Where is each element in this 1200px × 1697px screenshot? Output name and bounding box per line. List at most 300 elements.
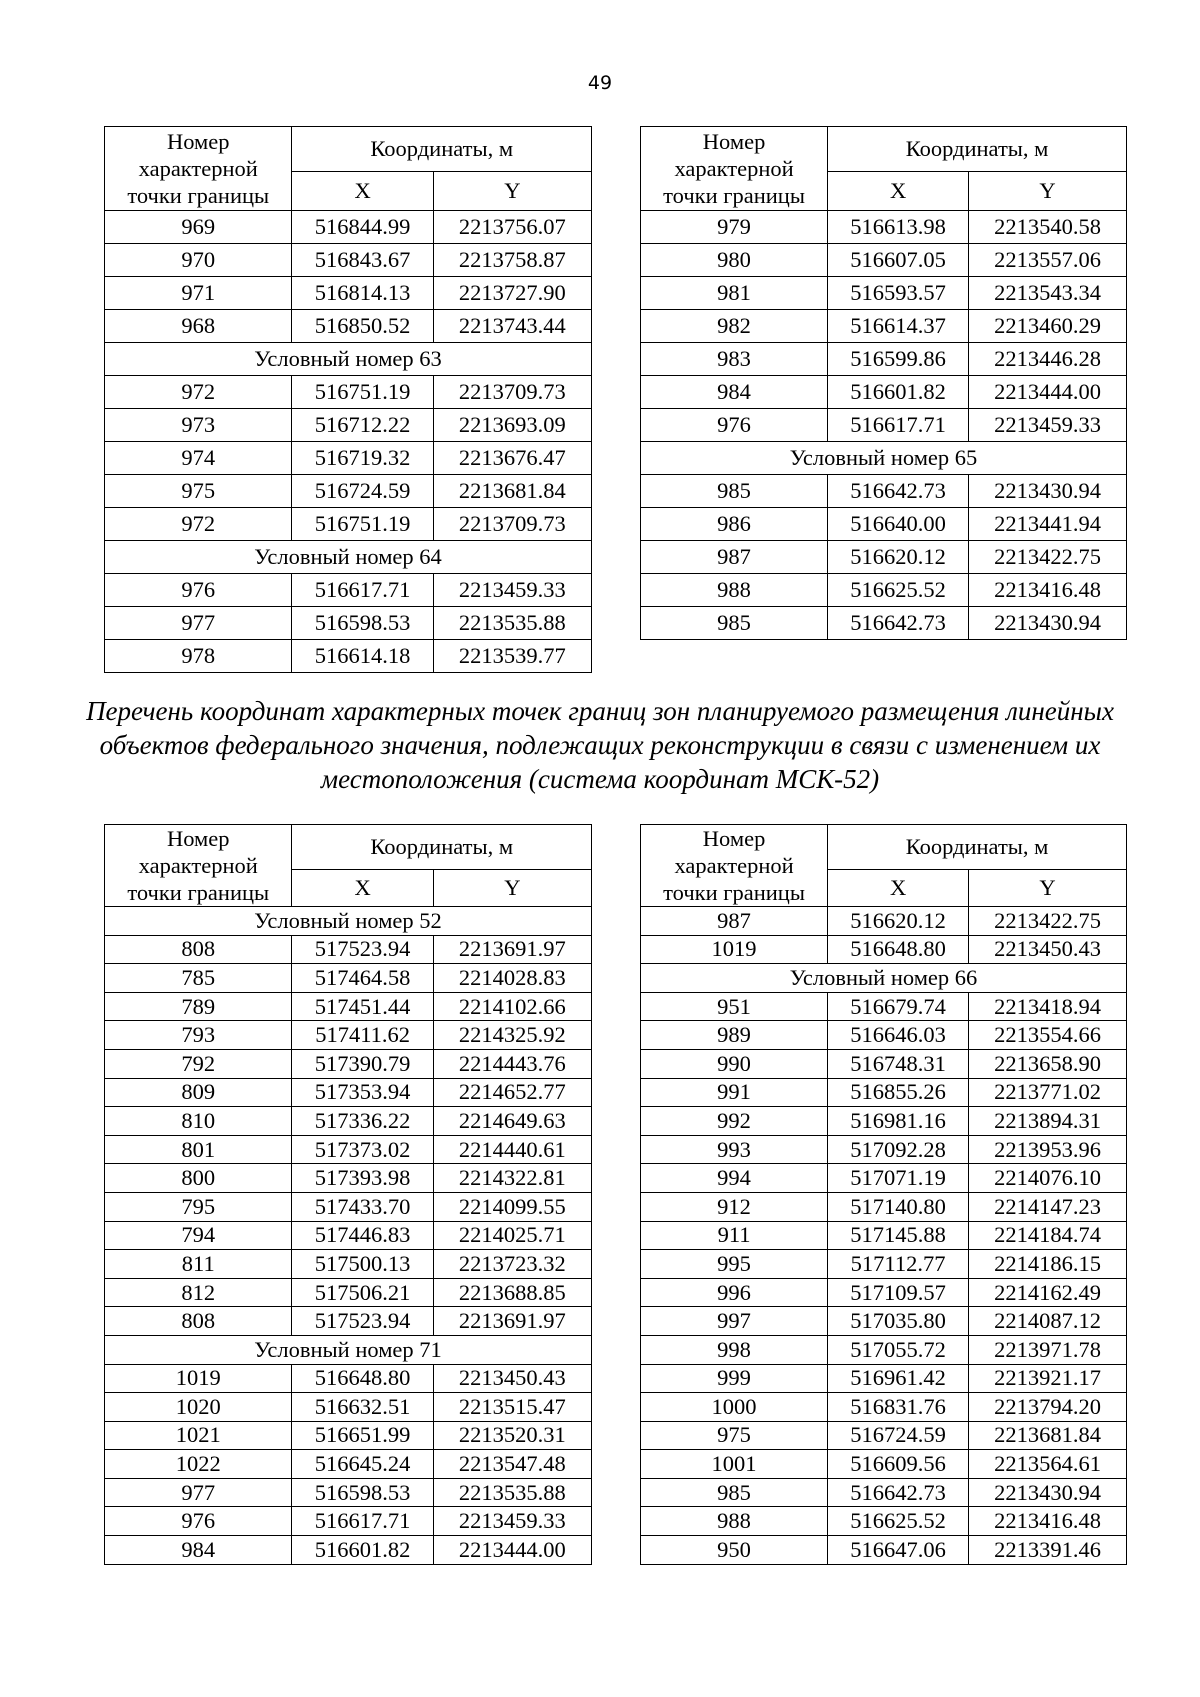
header-row <box>105 825 592 870</box>
table-row <box>105 1164 592 1193</box>
y-cell: 2214652.77 <box>433 1078 591 1107</box>
x-cell: 516620.12 <box>828 541 969 574</box>
group-row <box>105 541 592 574</box>
table-row <box>641 1078 1127 1107</box>
table-row <box>105 1507 592 1536</box>
table-header <box>641 127 1127 211</box>
x-cell: 516642.73 <box>828 1478 969 1507</box>
y-cell: 2213444.00 <box>433 1536 591 1565</box>
point-number-cell: 995 <box>641 1250 828 1279</box>
x-cell: 516648.80 <box>292 1364 433 1393</box>
table-row <box>641 1421 1127 1450</box>
y-cell: 2214162.49 <box>969 1278 1127 1307</box>
y-cell: 2214102.66 <box>433 992 591 1021</box>
y-cell: 2214147.23 <box>969 1192 1127 1221</box>
table-row <box>105 376 592 409</box>
header-row <box>105 127 592 172</box>
x-cell: 517464.58 <box>292 964 433 993</box>
point-number-cell: 785 <box>105 964 292 993</box>
point-number-cell: 975 <box>641 1421 828 1450</box>
x-cell: 516751.19 <box>292 508 433 541</box>
y-cell: 2213894.31 <box>969 1107 1127 1136</box>
table-row <box>105 574 592 607</box>
table-row <box>105 1135 592 1164</box>
point-number-cell: 970 <box>105 244 292 277</box>
point-number-header <box>641 127 828 211</box>
y-cell: 2213681.84 <box>433 475 591 508</box>
table-row <box>641 1021 1127 1050</box>
table-header <box>641 825 1127 907</box>
y-cell: 2213422.75 <box>969 541 1127 574</box>
y-cell: 2213758.87 <box>433 244 591 277</box>
table-row <box>105 1278 592 1307</box>
table-row <box>641 1335 1127 1364</box>
table-row <box>641 211 1127 244</box>
y-cell: 2214186.15 <box>969 1250 1127 1279</box>
y-cell: 2213727.90 <box>433 277 591 310</box>
point-number-cell: 973 <box>105 409 292 442</box>
y-header: Y <box>433 870 591 907</box>
point-number-cell: 951 <box>641 992 828 1021</box>
table-row <box>105 277 592 310</box>
table-row <box>105 244 592 277</box>
x-header: X <box>292 172 433 211</box>
y-cell: 2213450.43 <box>969 935 1127 964</box>
point-number-cell: 812 <box>105 1278 292 1307</box>
x-cell: 516679.74 <box>828 992 969 1021</box>
table-row <box>105 1107 592 1136</box>
point-number-cell: 792 <box>105 1049 292 1078</box>
y-cell: 2213681.84 <box>969 1421 1127 1450</box>
table-row <box>105 442 592 475</box>
x-cell: 516645.24 <box>292 1450 433 1479</box>
x-cell: 516593.57 <box>828 277 969 310</box>
point-number-cell: 991 <box>641 1078 828 1107</box>
point-number-cell: 993 <box>641 1135 828 1164</box>
point-number-cell: 976 <box>641 409 828 442</box>
y-cell: 2213391.46 <box>969 1536 1127 1565</box>
x-cell: 516724.59 <box>292 475 433 508</box>
section-title: Перечень координат характерных точек границ зон планируемого размещения линейных объектов федерального значения, подлежащих реконструкции в связи с изменением их местоположения (система координат МСК-52) <box>86 696 1114 794</box>
group-row <box>641 964 1127 993</box>
table-row <box>105 935 592 964</box>
x-cell: 516831.76 <box>828 1393 969 1422</box>
point-number-cell: 985 <box>641 475 828 508</box>
x-cell: 517140.80 <box>828 1192 969 1221</box>
point-number-cell: 984 <box>641 376 828 409</box>
point-number-cell: 1019 <box>105 1364 292 1393</box>
point-number-cell: 793 <box>105 1021 292 1050</box>
x-cell: 516617.71 <box>828 409 969 442</box>
point-number-header-line: Номер <box>166 129 230 154</box>
y-cell: 2214325.92 <box>433 1021 591 1050</box>
y-cell: 2214076.10 <box>969 1164 1127 1193</box>
y-cell: 2213921.17 <box>969 1364 1127 1393</box>
point-number-cell: 975 <box>105 475 292 508</box>
group-row <box>105 343 592 376</box>
x-cell: 517523.94 <box>292 1307 433 1336</box>
table-row <box>641 1250 1127 1279</box>
y-cell: 2213743.44 <box>433 310 591 343</box>
point-number-cell: 976 <box>105 574 292 607</box>
y-cell: 2214184.74 <box>969 1221 1127 1250</box>
y-cell: 2213441.94 <box>969 508 1127 541</box>
x-cell: 516712.22 <box>292 409 433 442</box>
x-cell: 516843.67 <box>292 244 433 277</box>
x-cell: 517055.72 <box>828 1335 969 1364</box>
point-number-header <box>641 825 828 907</box>
point-number-header <box>105 127 292 211</box>
x-cell: 517109.57 <box>828 1278 969 1307</box>
y-cell: 2213693.09 <box>433 409 591 442</box>
x-cell: 516748.31 <box>828 1049 969 1078</box>
coordinates-table-top-left <box>104 126 592 673</box>
point-number-cell: 999 <box>641 1364 828 1393</box>
point-number-header-line: точки границы <box>127 880 270 905</box>
header-row <box>641 127 1127 172</box>
y-cell: 2213953.96 <box>969 1135 1127 1164</box>
table-row <box>105 475 592 508</box>
table-row <box>105 964 592 993</box>
point-number-cell: 950 <box>641 1536 828 1565</box>
x-cell: 517092.28 <box>828 1135 969 1164</box>
table-row <box>641 607 1127 640</box>
point-number-cell: 969 <box>105 211 292 244</box>
table-header <box>105 127 592 211</box>
point-number-cell: 978 <box>105 640 292 673</box>
point-number-cell: 789 <box>105 992 292 1021</box>
table-row <box>641 1478 1127 1507</box>
y-cell: 2213539.77 <box>433 640 591 673</box>
x-cell: 516598.53 <box>292 607 433 640</box>
point-number-header-line: точки границы <box>663 880 805 905</box>
point-number-cell: 980 <box>641 244 828 277</box>
y-cell: 2213446.28 <box>969 343 1127 376</box>
y-cell: 2213564.61 <box>969 1450 1127 1479</box>
x-cell: 516724.59 <box>828 1421 969 1450</box>
coordinates-table-bottom-right <box>640 824 1127 1565</box>
y-cell: 2213459.33 <box>969 409 1127 442</box>
table-row <box>641 1107 1127 1136</box>
x-cell: 517336.22 <box>292 1107 433 1136</box>
y-cell: 2213543.34 <box>969 277 1127 310</box>
coordinates-header: Координаты, м <box>292 127 592 172</box>
x-cell: 517433.70 <box>292 1192 433 1221</box>
x-header: X <box>292 870 433 907</box>
y-cell: 2213676.47 <box>433 442 591 475</box>
x-cell: 517506.21 <box>292 1278 433 1307</box>
point-number-cell: 987 <box>641 907 828 936</box>
x-cell: 516613.98 <box>828 211 969 244</box>
x-cell: 517500.13 <box>292 1250 433 1279</box>
x-cell: 516651.99 <box>292 1421 433 1450</box>
group-row <box>105 1335 592 1364</box>
x-cell: 517393.98 <box>292 1164 433 1193</box>
y-cell: 2213688.85 <box>433 1278 591 1307</box>
x-cell: 517112.77 <box>828 1250 969 1279</box>
y-cell: 2213520.31 <box>433 1421 591 1450</box>
table-row <box>641 992 1127 1021</box>
table-row <box>641 574 1127 607</box>
x-header: X <box>828 870 969 907</box>
table-row <box>641 1364 1127 1393</box>
y-cell: 2214028.83 <box>433 964 591 993</box>
group-label: Условный номер 52 <box>105 907 592 936</box>
x-cell: 516632.51 <box>292 1393 433 1422</box>
x-cell: 516981.16 <box>828 1107 969 1136</box>
table-row <box>641 244 1127 277</box>
y-cell: 2213971.78 <box>969 1335 1127 1364</box>
x-cell: 516646.03 <box>828 1021 969 1050</box>
group-row <box>105 907 592 936</box>
x-cell: 517523.94 <box>292 935 433 964</box>
table-row <box>641 1307 1127 1336</box>
y-cell: 2213709.73 <box>433 508 591 541</box>
y-cell: 2213450.43 <box>433 1364 591 1393</box>
point-number-header-line: характерной <box>138 156 258 181</box>
table-row <box>641 1393 1127 1422</box>
table-row <box>105 1421 592 1450</box>
x-cell: 516642.73 <box>828 475 969 508</box>
y-cell: 2213756.07 <box>433 211 591 244</box>
point-number-cell: 977 <box>105 1478 292 1507</box>
x-cell: 516617.71 <box>292 1507 433 1536</box>
coordinates-header: Координаты, м <box>828 825 1127 870</box>
x-cell: 516647.06 <box>828 1536 969 1565</box>
point-number-cell: 1021 <box>105 1421 292 1450</box>
x-cell: 516601.82 <box>292 1536 433 1565</box>
y-cell: 2213515.47 <box>433 1393 591 1422</box>
table-row <box>105 1364 592 1393</box>
x-cell: 516961.42 <box>828 1364 969 1393</box>
point-number-cell: 989 <box>641 1021 828 1050</box>
x-cell: 516855.26 <box>828 1078 969 1107</box>
table-row <box>641 508 1127 541</box>
x-cell: 516614.37 <box>828 310 969 343</box>
group-label: Условный номер 65 <box>641 442 1127 475</box>
x-cell: 517145.88 <box>828 1221 969 1250</box>
table-row <box>641 277 1127 310</box>
table-row <box>641 1450 1127 1479</box>
y-header: Y <box>969 870 1127 907</box>
point-number-cell: 971 <box>105 277 292 310</box>
point-number-cell: 795 <box>105 1192 292 1221</box>
point-number-cell: 809 <box>105 1078 292 1107</box>
table-row <box>105 640 592 673</box>
table-row <box>641 343 1127 376</box>
y-cell: 2213535.88 <box>433 1478 591 1507</box>
table-row <box>641 1192 1127 1221</box>
table-body <box>641 211 1127 640</box>
x-cell: 517071.19 <box>828 1164 969 1193</box>
coordinates-table-bottom-left <box>104 824 592 1565</box>
x-cell: 516719.32 <box>292 442 433 475</box>
table-row <box>641 475 1127 508</box>
y-cell: 2213709.73 <box>433 376 591 409</box>
point-number-cell: 911 <box>641 1221 828 1250</box>
y-cell: 2214443.76 <box>433 1049 591 1078</box>
table-row <box>105 1021 592 1050</box>
table-row <box>105 992 592 1021</box>
point-number-cell: 974 <box>105 442 292 475</box>
coordinates-table-top-right <box>640 126 1127 640</box>
y-cell: 2213430.94 <box>969 607 1127 640</box>
table-row <box>105 1536 592 1565</box>
y-cell: 2213794.20 <box>969 1393 1127 1422</box>
y-cell: 2214087.12 <box>969 1307 1127 1336</box>
y-cell: 2213723.32 <box>433 1250 591 1279</box>
table-row <box>105 1307 592 1336</box>
y-cell: 2213430.94 <box>969 475 1127 508</box>
x-header: X <box>828 172 969 211</box>
table-row <box>105 1250 592 1279</box>
table-row <box>641 409 1127 442</box>
table-header <box>105 825 592 907</box>
table-row <box>641 1135 1127 1164</box>
y-cell: 2214099.55 <box>433 1192 591 1221</box>
y-cell: 2213422.75 <box>969 907 1127 936</box>
point-number-header-line: точки границы <box>127 183 270 208</box>
x-cell: 517390.79 <box>292 1049 433 1078</box>
y-cell: 2213416.48 <box>969 1507 1127 1536</box>
point-number-cell: 794 <box>105 1221 292 1250</box>
point-number-header-line: Номер <box>702 826 766 851</box>
point-number-cell: 808 <box>105 1307 292 1336</box>
x-cell: 516648.80 <box>828 935 969 964</box>
table-row <box>641 935 1127 964</box>
point-number-header <box>105 825 292 907</box>
point-number-cell: 977 <box>105 607 292 640</box>
group-label: Условный номер 66 <box>641 964 1127 993</box>
table-row <box>641 907 1127 936</box>
x-cell: 517446.83 <box>292 1221 433 1250</box>
table-body <box>105 907 592 1565</box>
y-cell: 2213540.58 <box>969 211 1127 244</box>
table-row <box>641 1221 1127 1250</box>
point-number-cell: 983 <box>641 343 828 376</box>
point-number-header-line: Номер <box>702 129 766 154</box>
table-row <box>105 1049 592 1078</box>
table-row <box>105 607 592 640</box>
point-number-cell: 996 <box>641 1278 828 1307</box>
table-row <box>641 376 1127 409</box>
table-row <box>641 1278 1127 1307</box>
table-row <box>105 1078 592 1107</box>
y-cell: 2213554.66 <box>969 1021 1127 1050</box>
point-number-cell: 979 <box>641 211 828 244</box>
point-number-cell: 1019 <box>641 935 828 964</box>
y-cell: 2214649.63 <box>433 1107 591 1136</box>
point-number-cell: 990 <box>641 1049 828 1078</box>
y-cell: 2213771.02 <box>969 1078 1127 1107</box>
table-row <box>641 541 1127 574</box>
table-row <box>105 1478 592 1507</box>
point-number-cell: 808 <box>105 935 292 964</box>
group-row <box>641 442 1127 475</box>
point-number-cell: 984 <box>105 1536 292 1565</box>
point-number-cell: 987 <box>641 541 828 574</box>
x-cell: 516625.52 <box>828 574 969 607</box>
point-number-cell: 981 <box>641 277 828 310</box>
y-cell: 2213418.94 <box>969 992 1127 1021</box>
group-label: Условный номер 64 <box>105 541 592 574</box>
x-cell: 516607.05 <box>828 244 969 277</box>
x-cell: 516599.86 <box>828 343 969 376</box>
page-number: 49 <box>587 72 613 94</box>
point-number-header-line: характерной <box>674 853 794 878</box>
table-row <box>641 1507 1127 1536</box>
point-number-cell: 801 <box>105 1135 292 1164</box>
point-number-cell: 1022 <box>105 1450 292 1479</box>
point-number-cell: 972 <box>105 508 292 541</box>
table-row <box>105 1450 592 1479</box>
table-row <box>105 1221 592 1250</box>
point-number-cell: 968 <box>105 310 292 343</box>
x-cell: 516620.12 <box>828 907 969 936</box>
table-row <box>105 508 592 541</box>
y-cell: 2213691.97 <box>433 1307 591 1336</box>
point-number-cell: 998 <box>641 1335 828 1364</box>
point-number-cell: 986 <box>641 508 828 541</box>
table-row <box>641 1164 1127 1193</box>
y-cell: 2213691.97 <box>433 935 591 964</box>
table-row <box>105 1192 592 1221</box>
x-cell: 517411.62 <box>292 1021 433 1050</box>
table-row <box>105 409 592 442</box>
point-number-cell: 912 <box>641 1192 828 1221</box>
point-number-cell: 800 <box>105 1164 292 1193</box>
y-cell: 2213416.48 <box>969 574 1127 607</box>
point-number-cell: 988 <box>641 574 828 607</box>
y-cell: 2214440.61 <box>433 1135 591 1164</box>
point-number-cell: 1000 <box>641 1393 828 1422</box>
x-cell: 516844.99 <box>292 211 433 244</box>
y-cell: 2213547.48 <box>433 1450 591 1479</box>
y-cell: 2213535.88 <box>433 607 591 640</box>
point-number-header-line: характерной <box>138 853 258 878</box>
x-cell: 516642.73 <box>828 607 969 640</box>
x-cell: 516609.56 <box>828 1450 969 1479</box>
x-cell: 516617.71 <box>292 574 433 607</box>
table-row <box>641 310 1127 343</box>
point-number-header-line: Номер <box>166 826 230 851</box>
table-row <box>105 310 592 343</box>
y-cell: 2213658.90 <box>969 1049 1127 1078</box>
table-row <box>641 1049 1127 1078</box>
y-cell: 2214025.71 <box>433 1221 591 1250</box>
x-cell: 516751.19 <box>292 376 433 409</box>
table-row <box>641 1536 1127 1565</box>
y-cell: 2213430.94 <box>969 1478 1127 1507</box>
coordinates-header: Координаты, м <box>292 825 592 870</box>
point-number-header-line: характерной <box>674 156 794 181</box>
x-cell: 517451.44 <box>292 992 433 1021</box>
point-number-cell: 982 <box>641 310 828 343</box>
x-cell: 517373.02 <box>292 1135 433 1164</box>
point-number-cell: 976 <box>105 1507 292 1536</box>
y-header: Y <box>433 172 591 211</box>
point-number-cell: 985 <box>641 607 828 640</box>
table-row <box>105 211 592 244</box>
coordinates-header: Координаты, м <box>828 127 1127 172</box>
point-number-cell: 992 <box>641 1107 828 1136</box>
table-body <box>105 211 592 673</box>
y-cell: 2213460.29 <box>969 310 1127 343</box>
x-cell: 516598.53 <box>292 1478 433 1507</box>
x-cell: 516640.00 <box>828 508 969 541</box>
x-cell: 517353.94 <box>292 1078 433 1107</box>
x-cell: 517035.80 <box>828 1307 969 1336</box>
